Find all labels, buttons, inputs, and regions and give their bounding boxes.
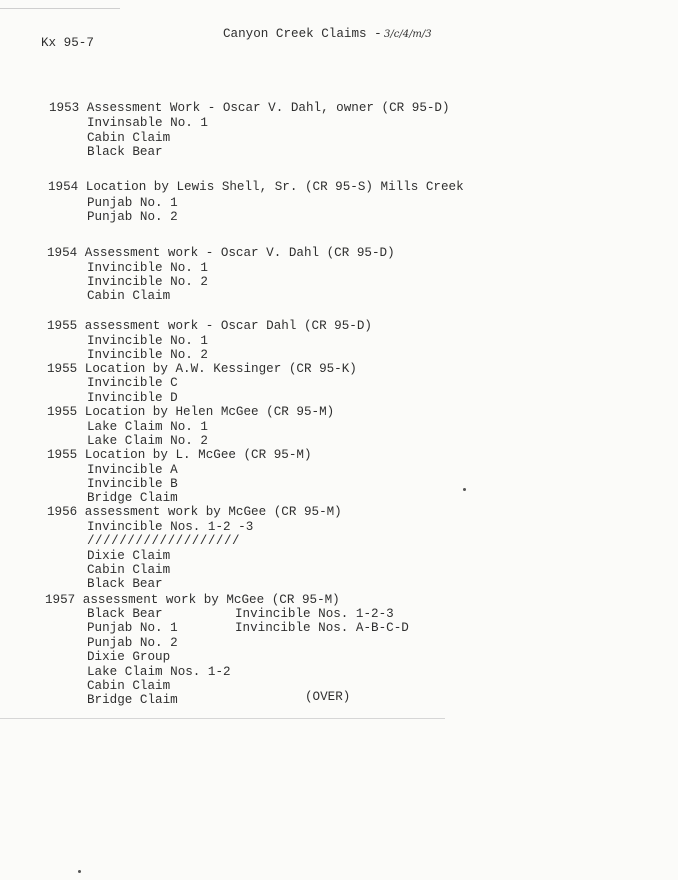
entry-heading: 1955 Location by Helen McGee (CR 95-M) <box>47 405 335 419</box>
claim-item: Invinsable No. 1 <box>87 116 208 130</box>
entry-heading: 1954 Assessment work - Oscar V. Dahl (CR 95-D) <box>47 246 395 260</box>
claim-item: Invincible C <box>87 376 178 390</box>
ink-speck <box>463 488 466 491</box>
file-number: Kx 95-7 <box>41 36 94 50</box>
claim-item: Lake Claim No. 1 <box>87 420 208 434</box>
claim-item: Dixie Claim <box>87 549 171 563</box>
entry-heading: 1956 assessment work by McGee (CR 95-M) <box>47 505 342 519</box>
claim-item: Cabin Claim <box>87 679 171 693</box>
claim-item: Punjab No. 2 <box>87 210 178 224</box>
claim-item: Bridge Claim <box>87 693 178 707</box>
claim-item: Invincible No. 1 <box>87 261 208 275</box>
over-note: (OVER) <box>305 690 351 704</box>
claim-item: Punjab No. 1 <box>87 196 178 210</box>
entry-heading: 1955 Location by A.W. Kessinger (CR 95-K) <box>47 362 357 376</box>
claim-item: Cabin Claim <box>87 563 171 577</box>
claim-item-right: Invincible Nos. 1-2-3 <box>235 607 394 621</box>
page-edge-bottom <box>0 718 445 719</box>
claim-item: Invincible Nos. 1-2 -3 <box>87 520 254 534</box>
claim-item: Black Bear <box>87 607 163 621</box>
document-title: Canyon Creek Claims - <box>223 27 382 41</box>
entry-heading: 1955 Location by L. McGee (CR 95-M) <box>47 448 312 462</box>
claim-item: Cabin Claim <box>87 289 171 303</box>
claim-item: Cabin Claim <box>87 131 171 145</box>
page-edge-top <box>0 8 120 9</box>
claim-item: Invincible A <box>87 463 178 477</box>
entry-heading: 1957 assessment work by McGee (CR 95-M) <box>45 593 340 607</box>
handwritten-note: 3/c/4/m/3 <box>384 29 432 40</box>
claim-item: Lake Claim No. 2 <box>87 434 208 448</box>
claim-item: Dixie Group <box>87 650 171 664</box>
claim-item: Lake Claim Nos. 1-2 <box>87 665 231 679</box>
entry-heading: 1955 assessment work - Oscar Dahl (CR 95-D) <box>47 319 372 333</box>
claim-item: Punjab No. 1 <box>87 621 178 635</box>
claim-item: Punjab No. 2 <box>87 636 178 650</box>
entry-heading: 1954 Location by Lewis Shell, Sr. (CR 95-S) Mills Creek <box>48 180 464 194</box>
claim-item: Invincible No. 2 <box>87 275 208 289</box>
claim-item: Invincible No. 1 <box>87 334 208 348</box>
claim-item: Invincible D <box>87 391 178 405</box>
struck-out-line: /////////////////// <box>87 534 241 548</box>
claim-item: Invincible No. 2 <box>87 348 208 362</box>
ink-speck <box>78 870 81 873</box>
claim-item-right: Invincible Nos. A-B-C-D <box>235 621 409 635</box>
entry-heading: 1953 Assessment Work - Oscar V. Dahl, owner (CR 95-D) <box>49 101 450 115</box>
claim-item: Bridge Claim <box>87 491 178 505</box>
claim-item: Invincible B <box>87 477 178 491</box>
claim-item: Black Bear <box>87 577 163 591</box>
claim-item: Black Bear <box>87 145 163 159</box>
